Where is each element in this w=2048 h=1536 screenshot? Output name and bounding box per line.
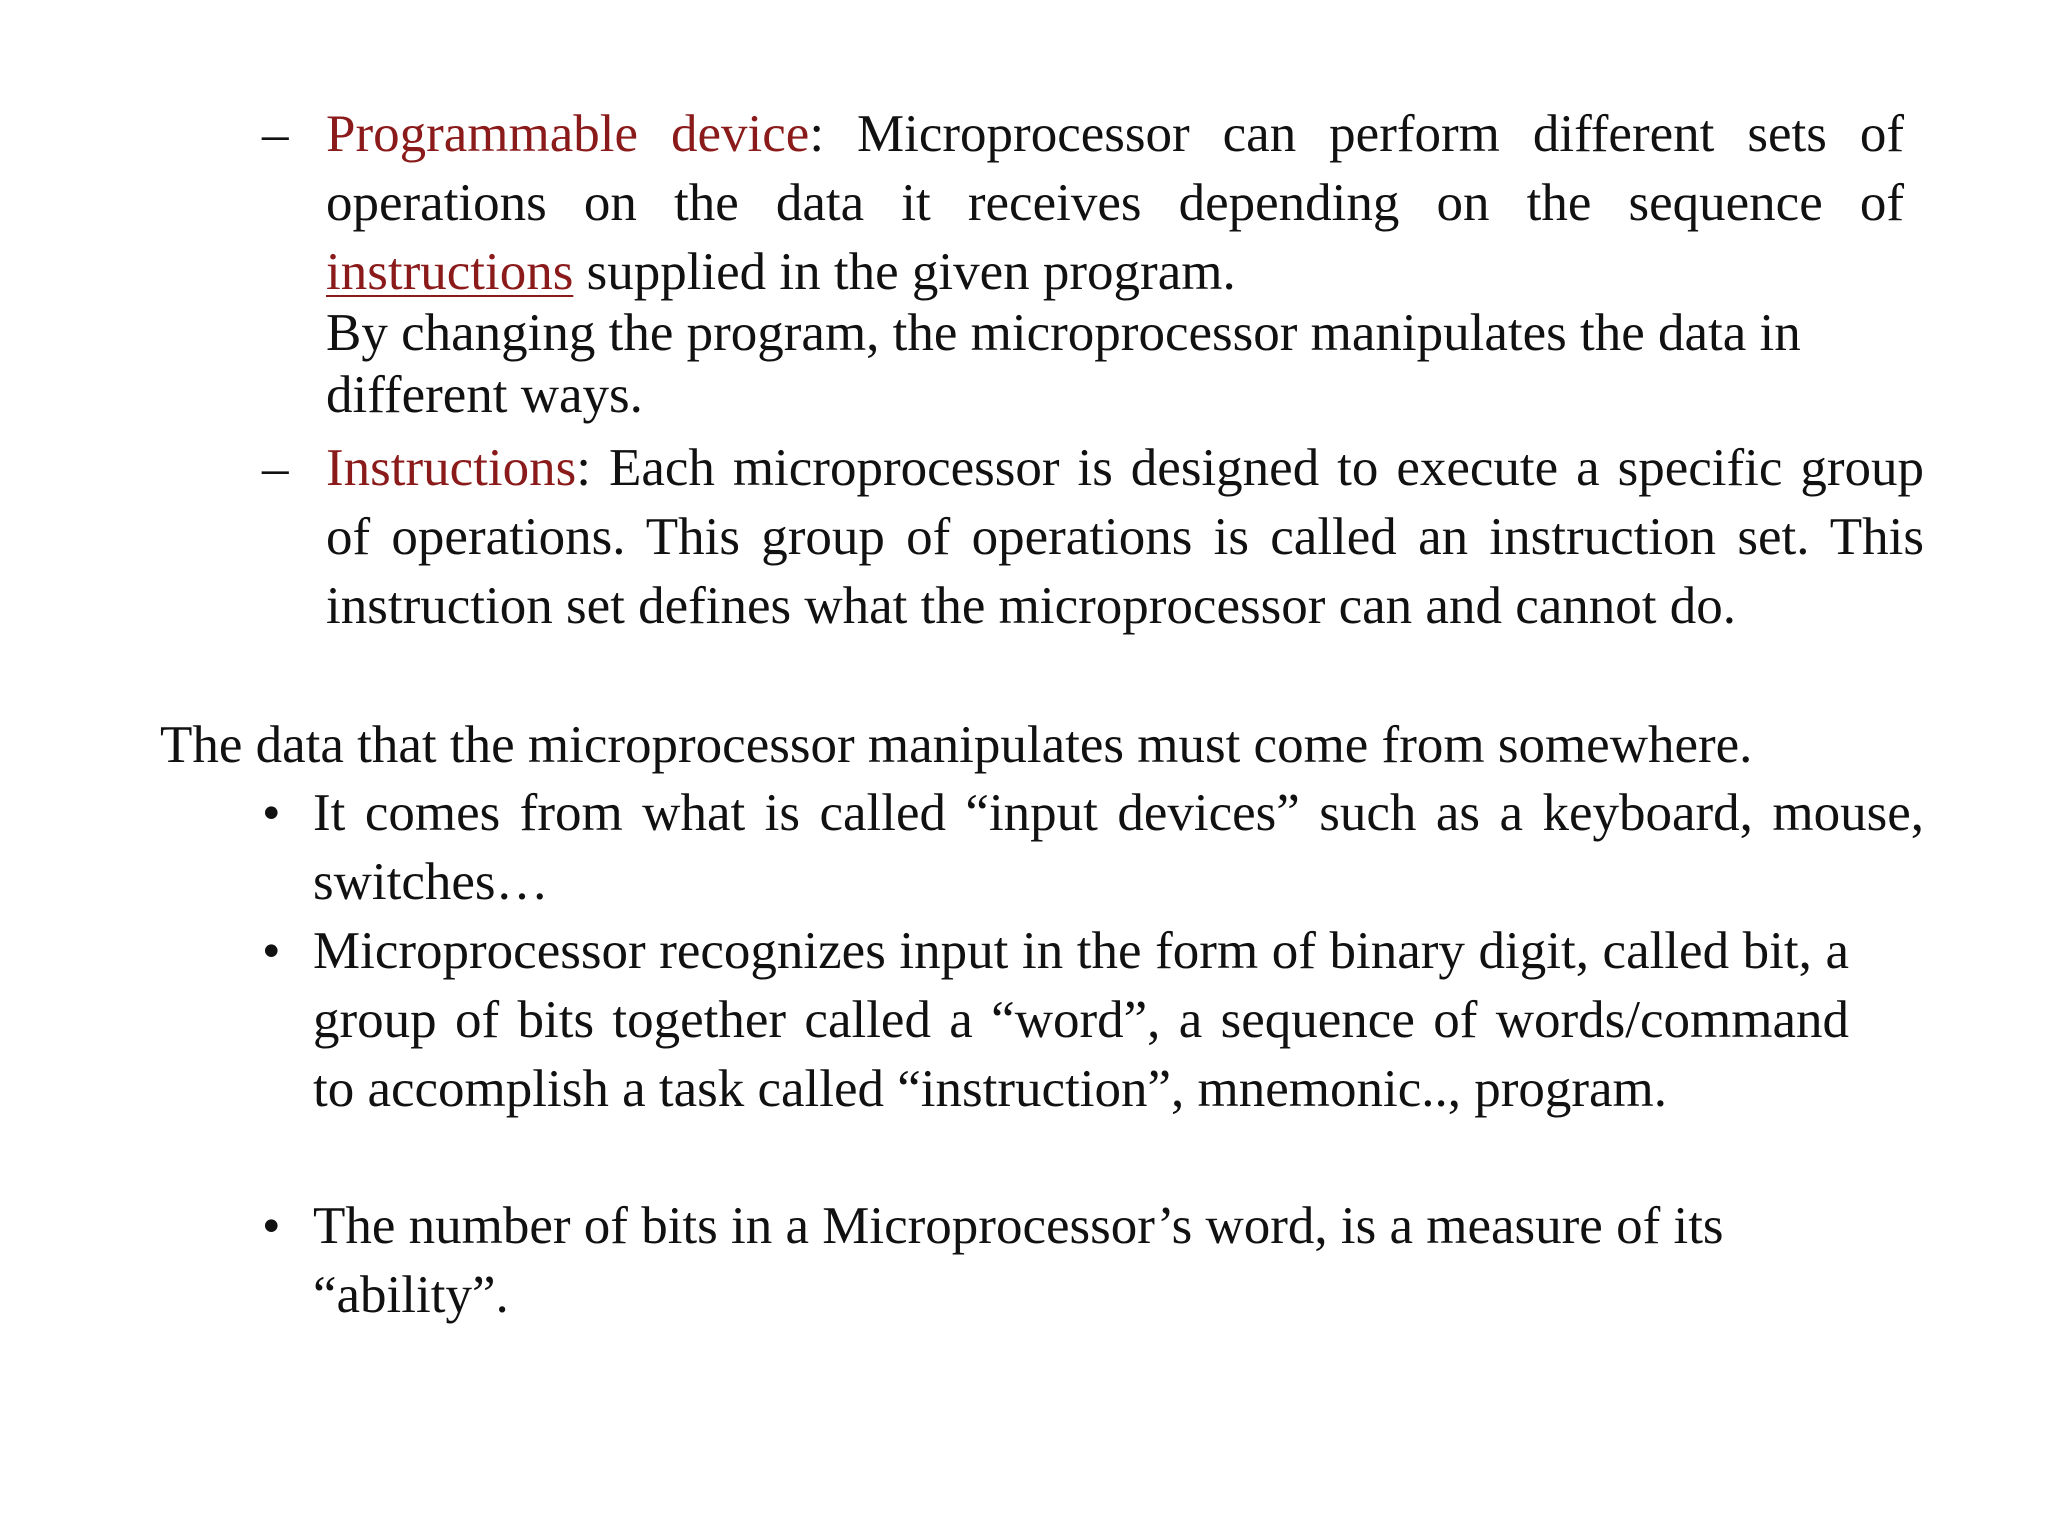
dash-marker: – — [262, 105, 289, 163]
bullet-word-bits: The number of bits in a Microprocessor’s word, is a measure of its “ability”. — [313, 1197, 1724, 1324]
term-separator: : — [576, 439, 591, 497]
term-separator: : — [809, 105, 825, 163]
bullet-marker: • — [262, 784, 281, 842]
term-instructions: Instructions — [326, 439, 577, 497]
item-continuation: By changing the program, the microprocessor manipulates the data in different ways. — [326, 304, 1801, 424]
item-text: Microprocessor can perform different sets of operations on the data it receives depending on the sequence of — [326, 105, 1904, 232]
item-instructions — [326, 434, 1924, 641]
instructions-link[interactable]: instructions — [326, 243, 574, 301]
dash-marker: – — [262, 439, 289, 497]
bullet-marker: • — [262, 922, 281, 980]
lead-paragraph: The data that the microprocessor manipulates must come from somewhere. — [160, 716, 1753, 774]
bullet-marker: • — [262, 1197, 281, 1255]
item-text: Each microprocessor is designed to execute a specific group of operations. This group of operations is called an instruction set. This instruction set defines what the microprocessor can and cannot do. — [326, 439, 1924, 635]
bullet-input-devices: It comes from what is called “input devices” such as a keyboard, mouse, switches… — [313, 784, 1924, 911]
item-text-after: supplied in the given program. — [573, 243, 1236, 301]
bullet-binary-digit: Microprocessor recognizes input in the form of binary digit, called bit, a group of bits together called a “word”, a sequence of words/command to accomplish a task called “instruction”, mnemonic.., program. — [313, 922, 1849, 1118]
term-programmable-device: Programmable device — [326, 105, 810, 163]
item-programmable-device — [326, 100, 1904, 307]
